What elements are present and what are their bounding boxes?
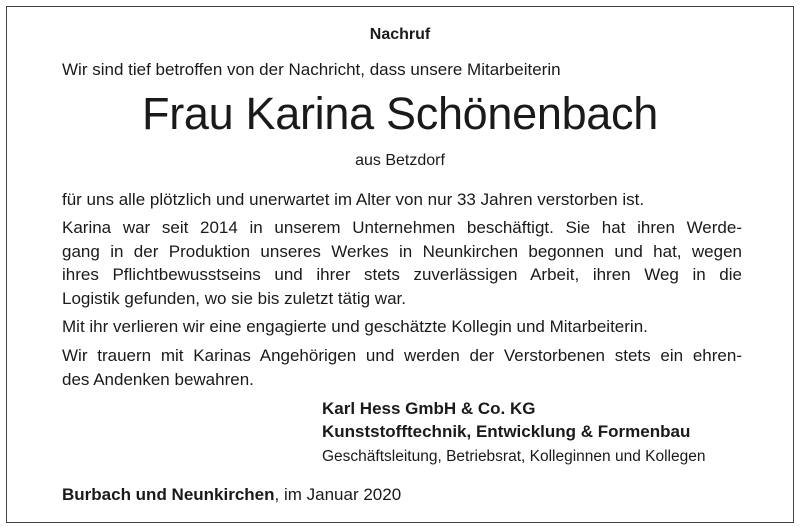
place-date-line (62, 485, 401, 505)
deceased-origin: aus Betzdorf (355, 152, 445, 169)
paragraph-career-line: Logistik gefunden, wo sie bis zuletzt tätig war. (62, 288, 406, 308)
paragraph-career (62, 216, 742, 310)
paragraph-mourning-line: Wir trauern mit Karinas Angehörigen und werden der Verstorbenen stets ein ehren- (62, 346, 742, 365)
intro-text: Wir sind tief betroffen von der Nachricht, dass unsere Mitarbeiterin (62, 60, 561, 79)
paragraph-career-line: ihres Pflichtbewusstseins und ihrer stets zuverlässigen Arbeit, ihren Weg in die (62, 265, 742, 284)
paragraph-mourning (62, 344, 742, 391)
paragraph-career-line: Karina war seit 2014 in unserem Unternehmen beschäftigt. Sie hat ihren Werde- (62, 218, 742, 237)
company-name: Karl Hess GmbH & Co. KG (322, 399, 536, 418)
obituary-heading: Nachruf (369, 26, 431, 43)
company-signature (322, 397, 705, 468)
paragraph-loss: Mit ihr verlieren wir eine engagierte und geschätzte Kollegin und Mitarbeiterin. (62, 317, 648, 336)
footer-date: , im Januar 2020 (274, 485, 402, 504)
paragraph-death-notice: für uns alle plötzlich und unerwartet im Alter von nur 33 Jahren verstorben ist. (62, 190, 645, 209)
footer-place: Burbach und Neunkirchen (62, 485, 275, 504)
paragraph-mourning-line: des Andenken bewahren. (62, 369, 254, 389)
deceased-name: Frau Karina Schönenbach (142, 88, 658, 139)
company-signers: Geschäftsleitung, Betriebsrat, Kolleginnen und Kollegen (322, 448, 706, 465)
company-division: Kunststofftechnik, Entwicklung & Formenbau (322, 422, 691, 441)
paragraph-career-line: gang in der Produktion unseres Werkes in Neunkirchen begonnen und hat, wegen (62, 241, 742, 261)
